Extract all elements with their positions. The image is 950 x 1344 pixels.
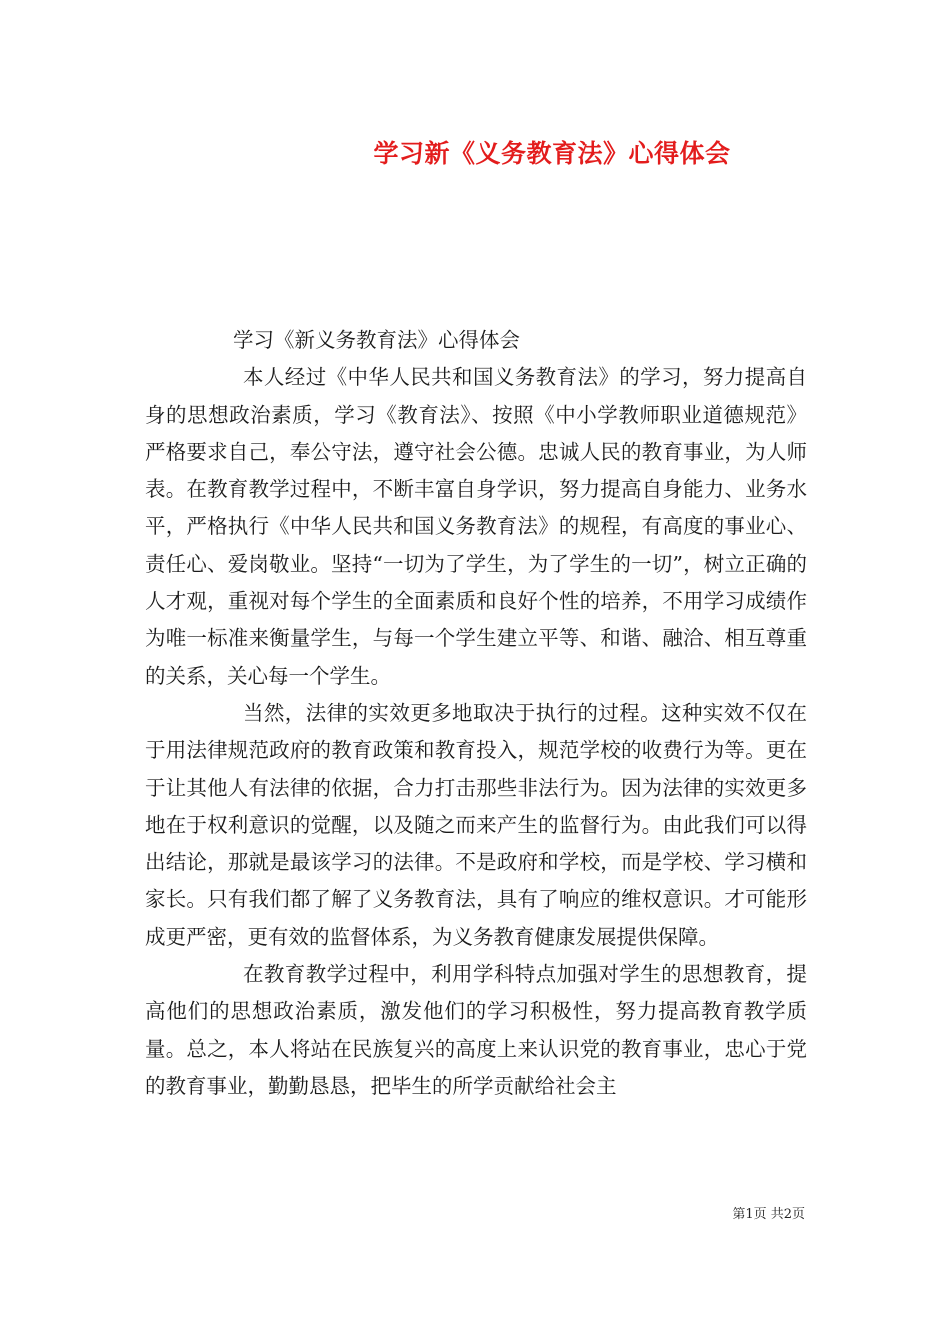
document-subtitle: 学习《新义务教育法》心得体会 bbox=[233, 328, 520, 352]
page-number: 第1页 共2页 bbox=[732, 1207, 805, 1222]
paragraph-1: 本人经过《中华人民共和国义务教育法》的学习，努力提高自身的思想政治素质，学习《教育法》、按照《中小学教师职业道德规范》严格要求自己，奉公守法，遵守社会公德。忠诚人民的教育事业，为人师表。在教育教学过程中，不断丰富自身学识，努力提高自身能力、业务水平，严格执行《中华人民共和国义务教育法》的规程，有高度的事业心、责任心、爱岗敬业。坚持“一切为了学生，为了学生的一切”，树立正确的人才观，重视对每个学生的全面素质和良好个性的培养，不用学习成绩作为唯一标准来衡量学生，与每一个学生建立平等、和谐、融洽、相互尊重的关系，关心每一个学生。 bbox=[145, 365, 807, 688]
paragraph-2: 当然，法律的实效更多地取决于执行的过程。这种实效不仅在于用法律规范政府的教育政策和教育投入，规范学校的收费行为等。更在于让其他人有法律的依据，合力打击那些非法行为。因为法律的实效更多地在于权利意识的觉醒，以及随之而来产生的监督行为。由此我们可以得出结论，那就是最该学习的法律。不是政府和学校，而是学校、学习横和家长。只有我们都了解了义务教育法，具有了响应的维权意识。才可能形成更严密，更有效的监督体系，为义务教育健康发展提供保障。 bbox=[145, 700, 807, 949]
document-body bbox=[145, 322, 807, 1105]
document-title: 学习新《义务教育法》心得体会 bbox=[373, 139, 731, 168]
paragraph-3: 在教育教学过程中，利用学科特点加强对学生的思想教育，提高他们的思想政治素质，激发他们的学习积极性，努力提高教育教学质量。总之，本人将站在民族复兴的高度上来认识党的教育事业，忠心于党的教育事业，勤勤恳恳，把毕生的所学贡献给社会主 bbox=[145, 962, 807, 1098]
